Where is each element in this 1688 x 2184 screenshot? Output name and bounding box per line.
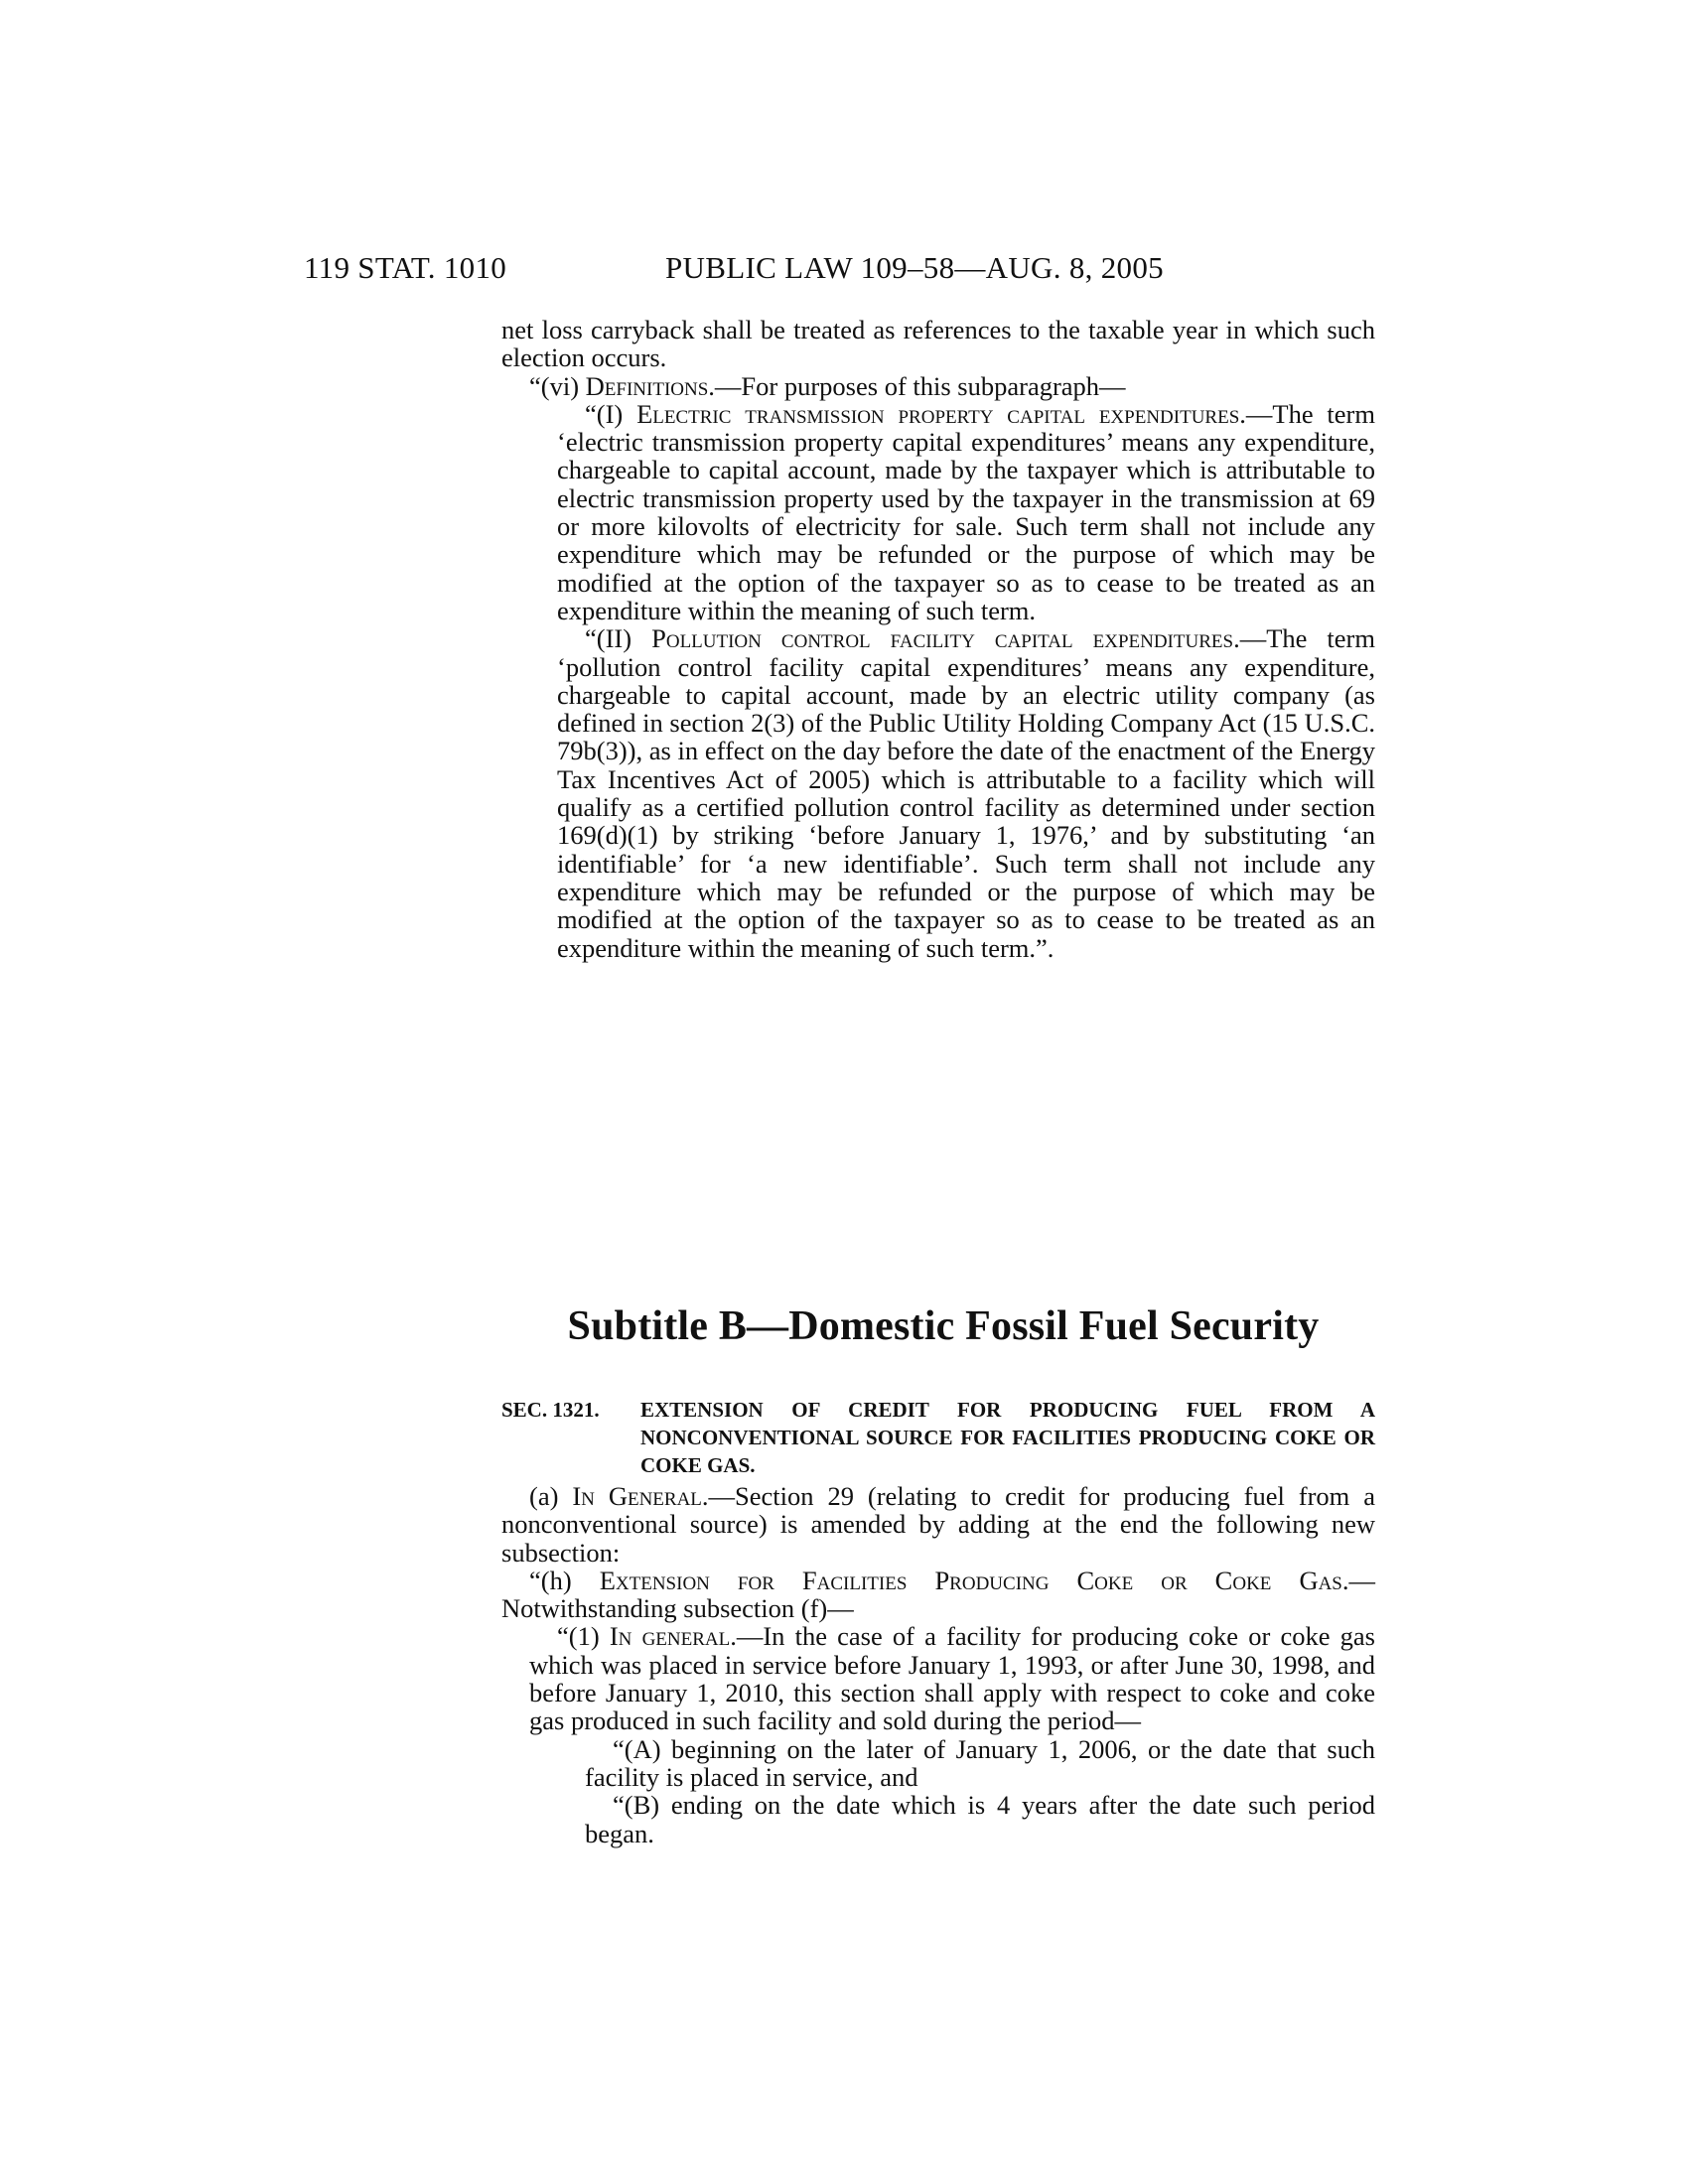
clause-vi-prefix: “(vi)	[529, 370, 586, 401]
subclause-I-prefix: “(I)	[585, 398, 637, 429]
subsection-a-text: .—Section 29 (relating to credit for producing fuel from a nonconventional source) is amended by adding at the end the following new subsection:	[501, 1481, 1375, 1568]
paragraph-1-text: .—In the case of a facility for producing coke or coke gas which was placed in service before January 1, 1993, or after June 30, 1998, and before January 1, 2010, this section shall apply with respect to coke and coke gas produced in such facility and sold during the period—	[529, 1621, 1375, 1736]
subclause-I	[501, 400, 1375, 624]
top-column	[501, 316, 1375, 962]
subclause-II-text: .—The term ‘pollution control facility capital expenditures’ means any expenditure, chargeable to capital account, made by an electric utility company (as defined in section 2(3) of the Public Utility Holding Company Act (15 U.S.C. 79b(3)), as in effect on the day before the date of the enactment of the Energy Tax Incentives Act of 2005) which is attributable to a facility which will qualify as a certified pollution control facility as determined under section 169(d)(1) by striking ‘before January 1, 1976,’ and by substituting ‘an identifiable’ for ‘a new identifiable’. Such term shall not include any expenditure which may be refunded or the purpose of which may be modified at the option of the taxpayer so as to cease to be treated as an expenditure within the meaning of such term.”.	[557, 623, 1375, 963]
subsection-h-prefix: “(h)	[529, 1565, 600, 1595]
subsection-h-heading: Extension for Facilities Producing Coke or Coke Gas	[599, 1565, 1342, 1595]
subsection-a-prefix: (a)	[529, 1481, 573, 1511]
continuation-paragraph: net loss carryback shall be treated as references to the taxable year in which such election occurs.	[501, 315, 1375, 373]
statute-page-number: 119 STAT. 1010	[304, 250, 507, 285]
subclause-II	[501, 624, 1375, 962]
subsection-h-text: .—Notwithstanding subsection (f)—	[501, 1565, 1375, 1624]
subclause-II-prefix: “(II)	[585, 623, 652, 654]
subsection-h	[501, 1567, 1375, 1623]
subclause-I-heading: Electric transmission property capital expenditures	[636, 398, 1240, 429]
paragraph-1-prefix: “(1)	[557, 1621, 610, 1652]
subtitle-heading: Subtitle B—Domestic Fossil Fuel Security	[567, 1303, 1320, 1349]
subparagraph-A: “(A) beginning on the later of January 1, 2006, or the date that such facility is placed in service, and	[585, 1733, 1375, 1792]
section-heading	[501, 1396, 1375, 1479]
subclause-I-text: .—The term ‘electric transmission property capital expenditures’ means any expenditure, chargeable to capital account, made by the taxpayer which is attributable to electric transmission property used by the taxpayer in the transmission at 69 or more kilovolts of electricity for sale. Such term shall not include any expenditure which may be refunded or the purpose of which may be modified at the option of the taxpayer so as to cease to be treated as an expenditure within the meaning of such term.	[557, 398, 1375, 625]
subsection-a	[501, 1482, 1375, 1567]
paragraph-1	[501, 1622, 1375, 1734]
clause-vi-text: .—For purposes of this subparagraph—	[708, 370, 1126, 401]
subclause-II-heading: Pollution control facility capital expenditures	[651, 623, 1234, 654]
clause-vi-heading: Definitions	[585, 370, 709, 401]
clause-vi	[501, 372, 1375, 400]
section-number: SEC. 1321.	[501, 1398, 600, 1422]
public-law-header: PUBLIC LAW 109–58—AUG. 8, 2005	[665, 250, 1164, 285]
subsection-a-heading: In General	[572, 1481, 702, 1511]
bottom-column	[501, 1482, 1375, 1847]
subparagraph-B: “(B) ending on the date which is 4 years after the date such period began.	[585, 1790, 1375, 1848]
paragraph-1-heading: In general	[609, 1621, 731, 1652]
section-title: EXTENSION OF CREDIT FOR PRODUCING FUEL FROM A NONCONVENTIONAL SOURCE FOR FACILITIES PRODUCING COKE OR COKE GAS.	[640, 1398, 1375, 1477]
